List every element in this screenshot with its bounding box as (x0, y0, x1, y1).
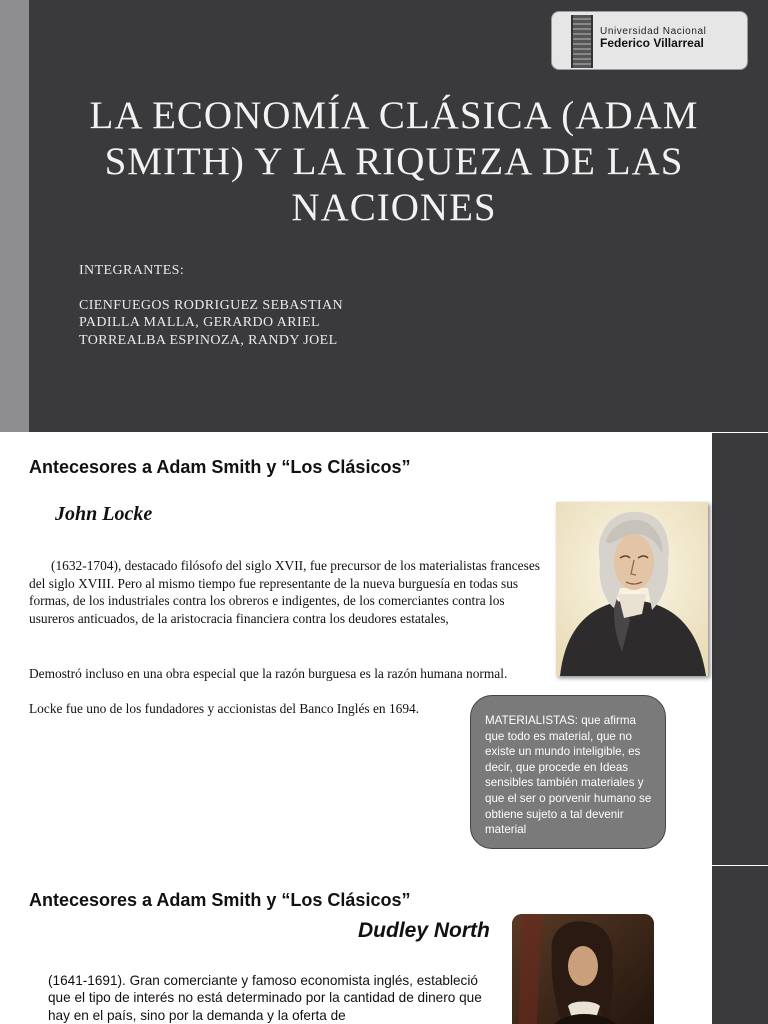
university-seal-icon (571, 15, 593, 68)
slide-heading: Antecesores a Adam Smith y “Los Clásicos” (29, 457, 411, 477)
slide-title: LA ECONOMÍA CLÁSICA (ADAM SMITH) Y LA RIQUEZA DE LAS NACIONES (89, 94, 699, 229)
john-locke-portrait (556, 502, 708, 676)
slide-heading: Antecesores a Adam Smith y “Los Clásicos” (29, 890, 411, 910)
member-name: PADILLA MALLA, GERARDO ARIEL (79, 315, 320, 330)
title-slide (0, 0, 768, 432)
logo-line-1: Universidad Nacional (600, 26, 707, 37)
locke-slide (0, 433, 768, 865)
members-block (79, 262, 343, 349)
materialistas-callout: MATERIALISTAS: que afirma que todo es material, que no existe un mundo inteligible, es decir, que procede en Ideas sensibles también materiales y que el ser o porvenir humano se obtiene sujeto a tal devenir material (470, 695, 666, 849)
person-name: John Locke (55, 503, 153, 525)
logo-line-2: Federico Villarreal (600, 36, 704, 50)
north-slide (0, 866, 768, 1024)
member-name: CIENFUEGOS RODRIGUEZ SEBASTIAN (79, 297, 344, 313)
accent-bar (712, 433, 768, 865)
paragraph: Demostró incluso en una obra especial que la razón burguesa es la razón humana normal. (29, 666, 508, 681)
member-name: TORREALBA ESPINOZA, RANDY JOEL (79, 332, 338, 348)
university-logo (551, 11, 748, 70)
dudley-north-portrait (512, 914, 654, 1024)
person-name: Dudley North (358, 919, 490, 942)
paragraph: (1632-1704), destacado filósofo del siglo XVII, fue precursor de los materialistas franceses del siglo XVIII. Pero al mismo tiempo fue representante de la nueva burguesía en todas sus formas, de los industriales contra los obreros e indigentes, de los comerciantes contra los usureros anticuados, de la aristocracia financiera contra los deudores estatales, (29, 558, 540, 626)
paragraph: Locke fue uno de los fundadores y accionistas del Banco Inglés en 1694. (29, 701, 420, 716)
accent-bar (0, 0, 29, 432)
accent-bar (712, 866, 768, 1024)
members-label: INTEGRANTES: (79, 263, 185, 278)
paragraph: (1641-1691). Gran comerciante y famoso economista inglés, estableció que el tipo de interés no está determinado por la cantidad de dinero que hay en el país, sino por la demanda y la oferta de (48, 973, 482, 1023)
